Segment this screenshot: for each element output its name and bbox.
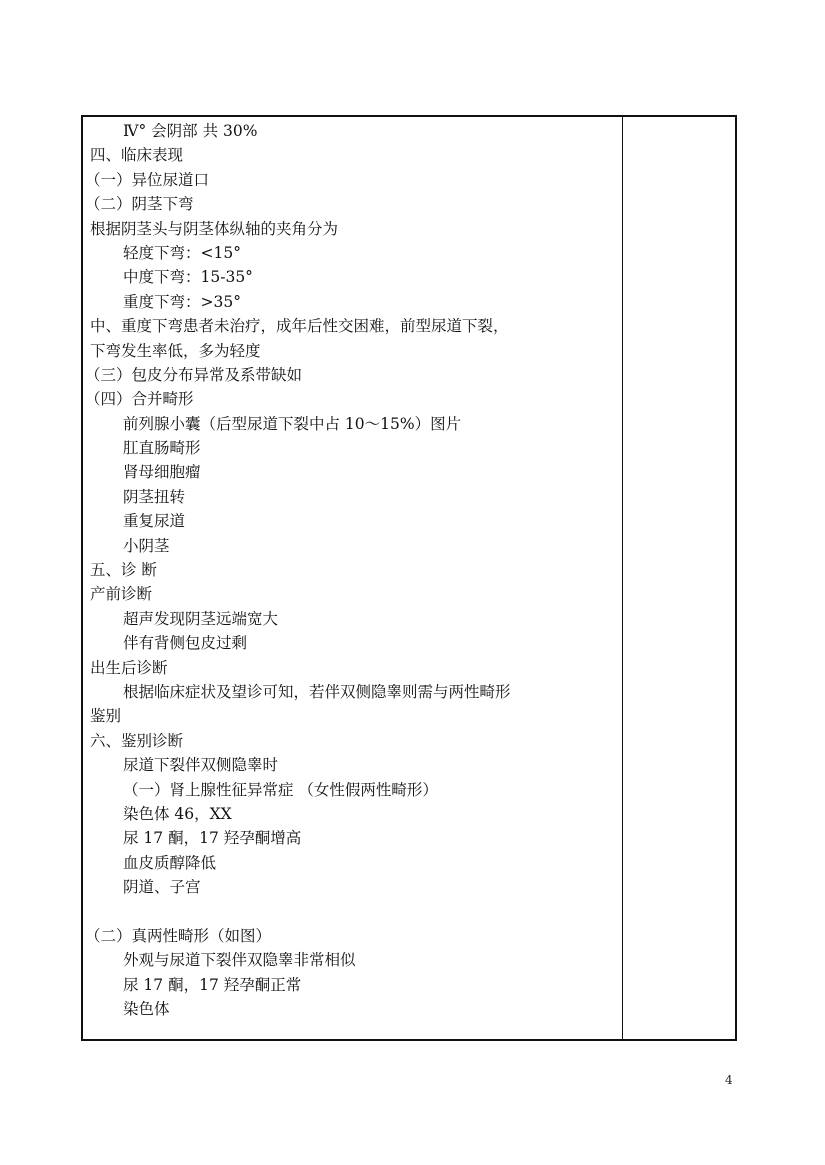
text-line: 尿道下裂伴双侧隐睾时 bbox=[123, 756, 279, 775]
text-line: （二）真两性畸形（如图） bbox=[85, 926, 272, 945]
text-line: 中度下弯：15-35° bbox=[123, 268, 253, 287]
text-line: 鉴别 bbox=[90, 707, 122, 726]
text-line: 重复尿道 bbox=[123, 512, 186, 531]
text-line: 肛直肠畸形 bbox=[123, 439, 201, 458]
text-line: 尿 17 酮，17 羟孕酮增高 bbox=[123, 829, 302, 848]
text-line: （二）阴茎下弯 bbox=[85, 195, 194, 214]
text-line: 阴道、子宫 bbox=[123, 878, 201, 897]
text-line: 六、鉴别诊断 bbox=[90, 731, 184, 750]
text-line: 血皮质醇降低 bbox=[123, 853, 217, 872]
column-divider bbox=[622, 117, 623, 1039]
text-line: 染色体 bbox=[123, 1000, 170, 1019]
text-line: 根据临床症状及望诊可知，若伴双侧隐睾则需与两性畸形 bbox=[123, 682, 511, 701]
text-line: 前列腺小囊（后型尿道下裂中占 10～15%）图片 bbox=[123, 414, 462, 433]
text-line: 重度下弯：>35° bbox=[123, 292, 241, 311]
notes-table bbox=[81, 115, 737, 1041]
page-number: 4 bbox=[725, 1073, 733, 1087]
text-line: 根据阴茎头与阴茎体纵轴的夹角分为 bbox=[90, 219, 339, 238]
text-line: 轻度下弯：<15° bbox=[123, 243, 241, 262]
text-line: 小阴茎 bbox=[123, 536, 170, 555]
text-line: 外观与尿道下裂伴双隐睾非常相似 bbox=[123, 951, 356, 970]
text-line: 伴有背侧包皮过剩 bbox=[123, 634, 248, 653]
text-line: （一）异位尿道口 bbox=[85, 170, 210, 189]
text-line: 染色体 46，XX bbox=[123, 804, 232, 823]
text-line: 超声发现阴茎远端宽大 bbox=[123, 609, 279, 628]
text-line: 尿 17 酮，17 羟孕酮正常 bbox=[123, 975, 302, 994]
text-line: 四、临床表现 bbox=[90, 146, 184, 165]
text-line: 产前诊断 bbox=[90, 585, 153, 604]
text-line: （四）合并畸形 bbox=[85, 390, 194, 409]
text-line: （三）包皮分布异常及系带缺如 bbox=[85, 365, 303, 384]
main-content-cell bbox=[83, 119, 622, 1021]
text-line: 肾母细胞瘤 bbox=[123, 463, 201, 482]
text-line: 下弯发生率低，多为轻度 bbox=[90, 341, 261, 360]
text-line: （一）肾上腺性征异常症 （女性假两性畸形） bbox=[123, 780, 438, 799]
text-line: 出生后诊断 bbox=[90, 658, 168, 677]
text-line: 五、诊 断 bbox=[90, 561, 157, 580]
text-line: Ⅳ° 会阴部 共 30% bbox=[123, 122, 258, 140]
text-line: 阴茎扭转 bbox=[123, 487, 186, 506]
text-line bbox=[83, 900, 622, 924]
text-line: 中、重度下弯患者未治疗，成年后性交困难，前型尿道下裂， bbox=[90, 317, 509, 336]
